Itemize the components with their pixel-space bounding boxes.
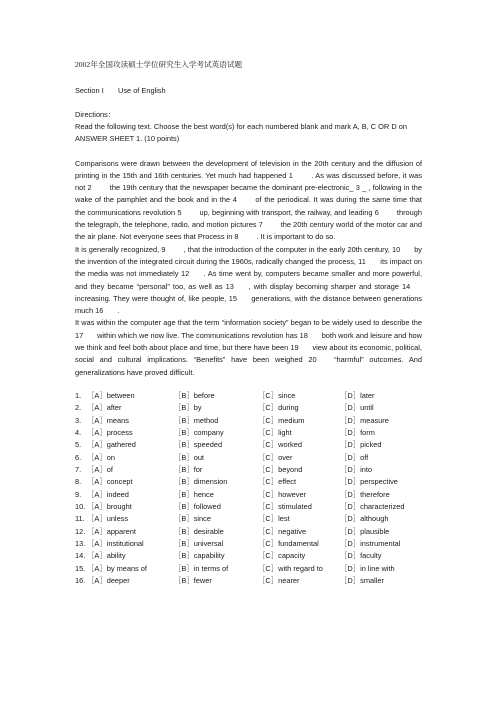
option-c: ［C］light bbox=[258, 427, 292, 437]
option-b: ［B］universal bbox=[174, 539, 224, 549]
passage-text: the 20th century world of the motor car and the air plane. Not everyone sees that Process in bbox=[75, 220, 422, 242]
option-d: ［D］until bbox=[340, 403, 374, 413]
option-d: ［D］instrumental bbox=[340, 539, 401, 549]
option-a: ［A］on bbox=[87, 452, 115, 462]
passage-text: It was within the computer age that the term “information society” began to be widely used to describe the bbox=[75, 318, 422, 328]
passage-text: through the telegraph, the telephone, radio, and motion pictures bbox=[75, 207, 422, 230]
blank-number: 10 bbox=[392, 244, 401, 254]
question-number: 13. bbox=[75, 539, 86, 549]
passage-text: , that the introduction of the computer in the early 20th century, bbox=[183, 244, 390, 254]
blank-number: 7 bbox=[258, 220, 263, 230]
option-a: ［A］process bbox=[87, 427, 133, 437]
option-d: ［D］later bbox=[340, 390, 375, 400]
option-d: ［D］measure bbox=[340, 415, 389, 425]
passage-text: Comparisons were drawn between the development of television in the 20th century and the diffusion of printing in the 15th and 16th centuries. Yet much had happened bbox=[75, 158, 422, 180]
option-c: ［C］fundamental bbox=[258, 539, 319, 549]
directions-text: Read the following text. Choose the best word(s) for each numbered blank and mark A, B, C OR D on ANSWER SHEET 1. (10 points) bbox=[75, 122, 407, 144]
question-number: 2. bbox=[75, 403, 82, 413]
option-row bbox=[75, 476, 422, 488]
option-d: ［D］perspective bbox=[340, 477, 398, 487]
blank-number: 1 bbox=[288, 170, 293, 180]
passage-text: both work and leisure and how we think and feel both about place and time, but there have been bbox=[75, 330, 423, 353]
question-number: 6. bbox=[75, 452, 82, 462]
option-b: ［B］in terms of bbox=[174, 563, 229, 573]
option-row bbox=[75, 550, 422, 562]
option-c: ［C］negative bbox=[258, 526, 307, 536]
option-a: ［A］after bbox=[87, 403, 122, 413]
option-d: ［D］plausible bbox=[340, 526, 390, 536]
section-name: Use of English bbox=[118, 86, 166, 95]
passage-text: within which we now live. The communications revolution has bbox=[97, 330, 298, 340]
option-c: ［C］worked bbox=[258, 440, 302, 450]
section-heading bbox=[75, 85, 422, 97]
passage-paragraph bbox=[75, 317, 422, 378]
question-number: 12. bbox=[75, 526, 86, 536]
option-row bbox=[75, 538, 422, 550]
option-row bbox=[75, 489, 422, 501]
option-c: ［C］nearer bbox=[258, 576, 300, 586]
blank-number: 15 bbox=[228, 293, 238, 303]
option-a: ［A］apparent bbox=[87, 526, 136, 536]
option-c: ［C］since bbox=[258, 390, 296, 400]
option-row bbox=[75, 427, 422, 439]
blank-number: 8 bbox=[234, 232, 239, 242]
option-row bbox=[75, 563, 422, 575]
passage-text: generations, with the distance between generations much bbox=[75, 293, 423, 316]
blank-number: 5 bbox=[177, 207, 182, 217]
option-row bbox=[75, 402, 422, 414]
blank-number: 2 bbox=[87, 183, 92, 193]
passage-text: up, beginning with transport, the railway, and leading bbox=[199, 207, 373, 217]
blank-number: 9 bbox=[161, 244, 166, 254]
option-d: ［D］smaller bbox=[340, 576, 384, 586]
question-number: 1. bbox=[75, 390, 82, 400]
option-b: ［B］followed bbox=[174, 502, 221, 512]
option-row bbox=[75, 513, 422, 525]
option-a: ［A］deeper bbox=[87, 576, 130, 586]
blank-number: 12 bbox=[181, 269, 190, 279]
passage-text: its impact on the media was not immediately bbox=[75, 256, 422, 279]
option-b: ［B］fewer bbox=[174, 576, 212, 586]
document-page bbox=[75, 59, 422, 587]
directions-heading: Directions： bbox=[75, 110, 116, 119]
question-number: 9. bbox=[75, 489, 82, 499]
option-b: ［B］desirable bbox=[174, 526, 224, 536]
passage-text: It is generally recognized, bbox=[75, 244, 160, 254]
option-b: ［B］by bbox=[174, 403, 202, 413]
passage-text: “harmful” outcomes. And generalizations have proved difficult. bbox=[75, 355, 422, 377]
question-number: 16. bbox=[75, 576, 86, 586]
reading-passage bbox=[75, 158, 422, 379]
answer-options-list bbox=[75, 390, 422, 588]
option-c: ［C］beyond bbox=[258, 465, 303, 474]
option-a: ［A］indeed bbox=[87, 489, 129, 499]
option-c: ［C］however bbox=[258, 489, 307, 499]
question-number: 11. bbox=[75, 514, 85, 524]
option-a: ［A］by means of bbox=[87, 563, 147, 573]
blank-number: 17 bbox=[75, 330, 84, 340]
option-a: ［A］of bbox=[87, 465, 113, 474]
option-d: ［D］although bbox=[340, 514, 389, 524]
passage-text: by the invention of the integrated circuit during the 1960s, radically changed the process, bbox=[75, 244, 422, 266]
question-number: 5. bbox=[75, 440, 82, 450]
option-b: ［B］capability bbox=[174, 551, 225, 561]
question-number: 14. bbox=[75, 551, 86, 561]
option-b: ［B］dimension bbox=[174, 477, 228, 487]
option-a: ［A］gathered bbox=[87, 440, 136, 450]
document-title: 2002年全国攻读硕士学位研究生入学考试英语试题 bbox=[75, 60, 243, 69]
blank-number: 19 bbox=[290, 343, 299, 353]
question-number: 15. bbox=[75, 563, 86, 573]
option-b: ［B］speeded bbox=[174, 440, 223, 450]
option-row bbox=[75, 464, 422, 476]
option-c: ［C］lest bbox=[258, 514, 290, 524]
option-b: ［B］since bbox=[174, 514, 211, 524]
option-row bbox=[75, 501, 422, 513]
option-b: ［B］company bbox=[174, 427, 224, 437]
passage-text: . bbox=[117, 306, 120, 316]
passage-text: , with display becoming sharper and storage bbox=[248, 281, 399, 291]
option-row bbox=[75, 452, 422, 464]
option-d: ［D］characterized bbox=[340, 502, 405, 512]
option-d: ［D］into bbox=[340, 465, 373, 474]
option-d: ［D］therefore bbox=[340, 489, 390, 499]
passage-text: . As was discussed before, it was not bbox=[75, 170, 422, 193]
question-number: 7. bbox=[75, 465, 82, 474]
passage-text: view about its economic, political, social and cultural implications. “Benefits” have been weighed bbox=[75, 343, 422, 365]
blank-number: 6 bbox=[374, 207, 379, 217]
option-a: ［A］ability bbox=[87, 551, 126, 561]
option-d: ［D］form bbox=[340, 427, 375, 437]
blank-number: 14 bbox=[402, 281, 411, 291]
option-a: ［A］concept bbox=[87, 477, 133, 487]
option-c: ［C］medium bbox=[258, 415, 305, 425]
option-c: ［C］stimulated bbox=[258, 502, 312, 512]
option-d: ［D］off bbox=[340, 452, 369, 462]
option-c: ［C］effect bbox=[258, 477, 297, 487]
option-d: ［D］faculty bbox=[340, 551, 382, 561]
question-number: 10. bbox=[75, 502, 86, 512]
passage-text: the 19th century that the newspaper became the dominant pre-electronic_ 3 _ , following in the wake of the pamphlet and the book and in the bbox=[75, 183, 422, 205]
passage-text: of the periodical. It was during the same time that the communications revolution bbox=[75, 195, 422, 217]
option-c: ［C］over bbox=[258, 452, 293, 462]
option-a: ［A］institutional bbox=[87, 539, 144, 549]
option-row bbox=[75, 439, 422, 451]
option-row bbox=[75, 390, 422, 402]
question-number: 3. bbox=[75, 415, 82, 425]
option-row bbox=[75, 415, 422, 427]
passage-paragraph bbox=[75, 158, 422, 244]
blank-number: 16 bbox=[95, 306, 104, 316]
option-a: ［A］unless bbox=[87, 514, 129, 524]
option-b: ［B］method bbox=[174, 415, 219, 425]
option-d: ［D］picked bbox=[340, 440, 382, 450]
blank-number: 11 bbox=[358, 256, 366, 266]
option-b: ［B］for bbox=[174, 465, 203, 474]
blank-number: 18 bbox=[299, 330, 308, 340]
option-c: ［C］with regard to bbox=[258, 563, 323, 573]
passage-text: . As time went by, computers became smaller and more powerful, and they became “personal” too, as well as bbox=[75, 269, 422, 291]
blank-number: 20 bbox=[308, 355, 317, 365]
option-row bbox=[75, 575, 422, 587]
option-row bbox=[75, 526, 422, 538]
option-a: ［A］between bbox=[87, 390, 135, 400]
option-a: ［A］means bbox=[87, 415, 129, 425]
option-d: ［D］in line with bbox=[340, 563, 395, 573]
passage-paragraph bbox=[75, 244, 422, 318]
option-b: ［B］out bbox=[174, 452, 204, 462]
blank-number: 4 bbox=[232, 195, 237, 205]
question-number: 4. bbox=[75, 427, 82, 437]
question-number: 8. bbox=[75, 477, 82, 487]
blank-number: 13 bbox=[225, 281, 234, 291]
passage-text: . It is important to do so. bbox=[256, 232, 336, 242]
option-a: ［A］brought bbox=[87, 502, 132, 512]
option-b: ［B］before bbox=[174, 390, 215, 400]
option-c: ［C］during bbox=[258, 403, 299, 413]
option-b: ［B］hence bbox=[174, 489, 214, 499]
option-c: ［C］capacity bbox=[258, 551, 306, 561]
section-number: Section I bbox=[75, 86, 104, 95]
passage-text: increasing. They were thought of, like people, bbox=[75, 293, 227, 303]
